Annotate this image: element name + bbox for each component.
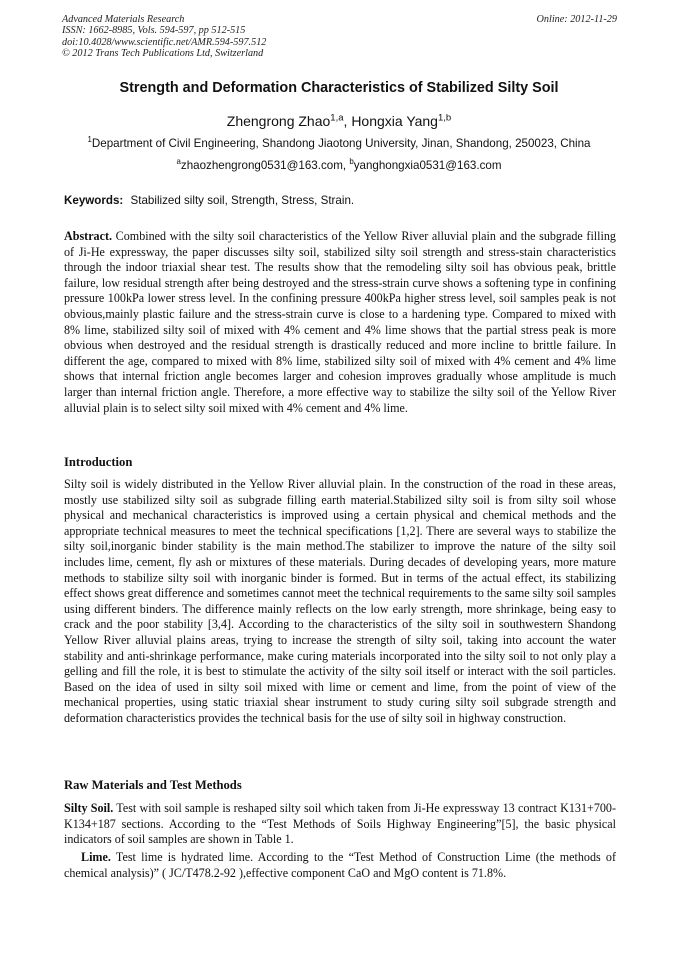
online-date: Online: 2012-11-29 [536,14,617,25]
author-1-name: Zhengrong Zhao [226,113,331,129]
keywords-text: Stabilized silty soil, Strength, Stress, Strain. [130,194,355,207]
doi-line: doi:10.4028/www.scientific.net/AMR.594-597.512 [62,36,267,48]
lime-paragraph [64,850,616,881]
author-1-sup: 1,a [330,112,344,124]
email-a-sup: a [176,157,181,167]
keywords [64,194,616,207]
affiliation-sup: 1 [87,135,92,145]
introduction-paragraph [64,477,616,727]
journal-name: Advanced Materials Research [62,14,185,25]
silty-soil-text: Test with soil sample is reshaped silty soil which taken from Ji-He expressway 13 contract K131+700-K134+187 sections. According to the “Test Methods of Soils Highway Engineering”[5], the basic physical indicators of soil samples are shown in Table 1. [64,801,616,847]
silty-soil-paragraph [64,801,616,848]
silty-soil-label: Silty Soil. [64,801,114,815]
abstract-text: Combined with the silty soil characteristics of the Yellow River alluvial plain and the subgrade filling of Ji-He expressway, the paper discusses silty soil, stabilized silty soil strength and stress-stain characteristics through the indoor triaxial shear test. The results show that the remodeling silty soil has obvious peak, brittle failure, low residual strength after being destroyed and the stress-strain curve shows a softening type in confining pressure 100kPa lower stress level. In the confining pressure 400kPa higher stress level, soil samples peak is not obvious,mainly plastic failure and the stress-strain curve is close to a hardening type. Compared to mixed with 8% lime, stabilized silty soil of mixed with 4% cement and 4% lime shows that the partial stress peak is more obvious when destroyed and the residual strength is drastically reduced and more incline to brittle failure. In different the age, compared to mixed with 8% lime, stabilized silty soil of mixed with 4% cement and 4% lime shows that internal friction angle becomes larger and cohesion improves gradually whose amplitude is much larger than internal friction angle. Therefore, a more effective way to stabilize the silty soil of the Yellow River alluvial plain is to select silty soil mixed with 4% cement and 4% lime. [64,229,616,415]
raw-materials-heading: Raw Materials and Test Methods [64,778,242,792]
journal-header [62,14,617,60]
author-2-name: Hongxia Yang [351,113,438,129]
abstract [64,229,616,416]
affiliation [40,137,638,150]
affiliation-text: Department of Civil Engineering, Shandong Jiaotong University, Jinan, Shandong, 250023, China [91,137,591,150]
abstract-label: Abstract. [64,229,113,243]
author-line [40,113,638,129]
introduction-text: Silty soil is widely distributed in the Yellow River alluvial plain. In the construction of the road in these areas, mostly use stabilized silty soil as subgrade filling earth material.Stabilized silty soil is from silty soil whose physical and mechanical characteristics is improved using a certain physical and chemical methods and the appropriate technical measures to meet the technical specifications [1,2]. There are several ways to stabilize the silty soil,inorganic binder stability is the main method.The stabilizer to improve the nature of the silty soil includes lime, cement, fly ash or mixtures of these materials. During decades of developing years, more mature methods to stabilize silty soil with inorganic binder is formed. But in terms of the actual effect, its stabilizing effect shows great difference and sometimes cannot meet the technical requirements to the same silty soil samples using different binders. The difference mainly reflects on the low early strength, more shrinkage, being easy to crack and the poor stability [3,4]. According to the characteristics of the silty soil in southwestern Shandong Yellow River alluvial plains areas, trying to increase the strength of silty soil, taking into account the water stability and anti-shrinkage performance, make curing materials incorporated into the silty soil to not only play a gelling and fill the role, it is best to stimulate the activity of the silty soil itself or interact with the soil particles. Based on the idea of used in silty soil mixed with lime or cement and lime, from the point of view of the mechanical properties, using static triaxial shear instrument to study curing silty soil subgrade strength and deformation characteristics provides the technical basis for the use of silty soil in highway construction. [64,477,616,725]
copyright-line: © 2012 Trans Tech Publications Ltd, Switzerland [62,48,264,60]
introduction-heading: Introduction [64,455,133,469]
lime-label: Lime. [81,850,111,864]
author-separator: , [343,113,352,129]
author-2-sup: 1,b [437,112,452,124]
issn-line: ISSN: 1662-8985, Vols. 594-597, pp 512-515 [62,25,246,37]
email-line [40,159,638,172]
email-a: zhaozhengrong0531@163.com, [180,159,350,172]
paper-title: Strength and Deformation Characteristics of Stabilized Silty Soil [119,80,559,96]
keywords-label: Keywords: [64,194,124,207]
email-b-sup: b [349,157,354,167]
lime-text: Test lime is hydrated lime. According to the “Test Method of Construction Lime (the methods of chemical analysis)” ( JC/T478.2-92 ),effective component CaO and MgO content is 71.8%. [64,850,616,880]
email-b: yanghongxia0531@163.com [353,159,502,172]
